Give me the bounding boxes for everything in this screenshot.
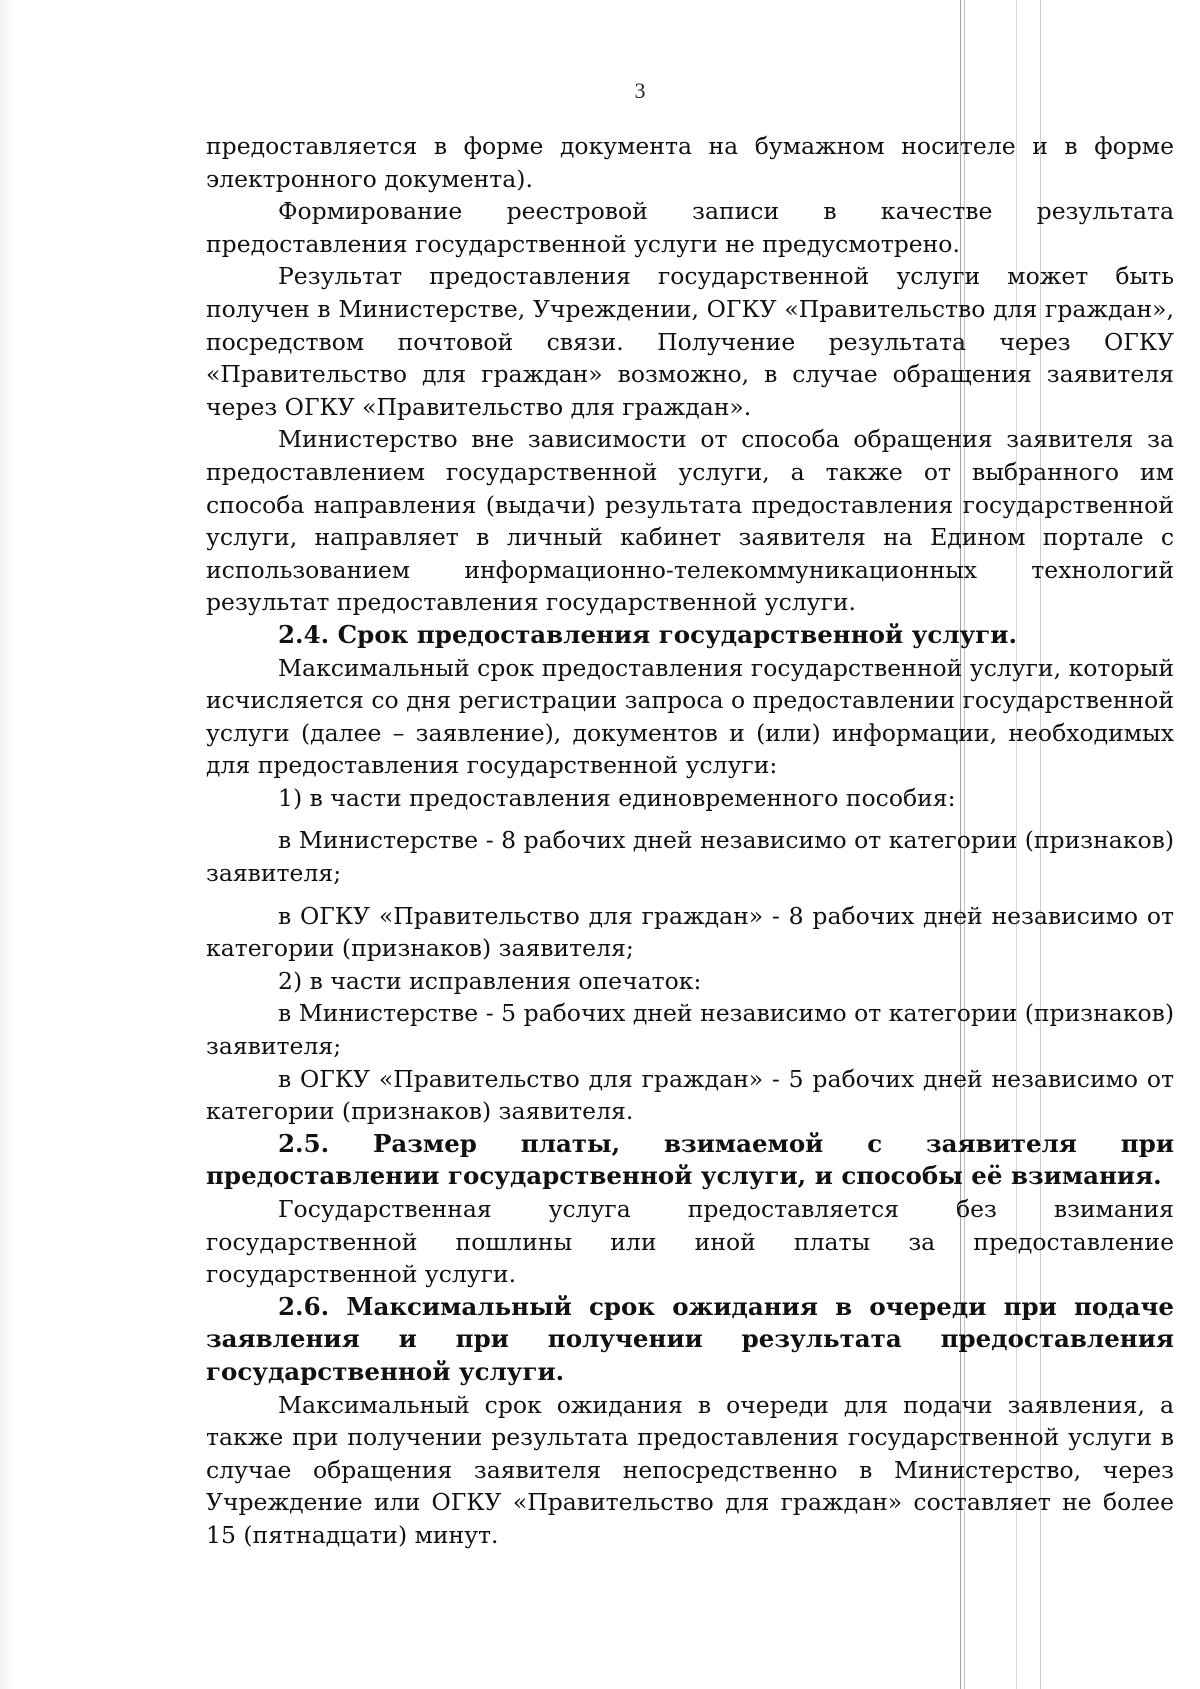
section-heading-2-6: 2.6. Максимальный срок ожидания в очереди при подаче заявления и при получении результата предоставления государственной услуги.: [206, 1291, 1174, 1386]
scan-edge-shadow: [0, 0, 14, 1689]
list-item-1: 1) в части предоставления единовременного пособия:: [278, 783, 956, 812]
paragraph-max-term: Максимальный срок предоставления государственной услуги, который исчисляется со дня регистрации запроса о предоставлении государственной услуги (далее – заявление), документов и (или) информации, необходимых для предоставления государственной услуги:: [206, 653, 1174, 780]
list-item-ministry-5: в Министерстве - 5 рабочих дней независимо от категории (признаков) заявителя;: [206, 999, 1174, 1061]
paragraph-personal-cabinet: Министерство вне зависимости от способа обращения заявителя за предоставлением государственной услуги, а также от выбранного им способа направления (выдачи) результата предоставления государственной услуги, направляет в личный кабинет заявителя на Едином портале с использованием информационно-телекоммуникационных технологий результат предоставления государственной услуги.: [206, 425, 1174, 617]
list-item-ogku-8: в ОГКУ «Правительство для граждан» - 8 рабочих дней независимо от категории (признаков) заявителя;: [206, 901, 1174, 963]
section-heading-2-4: 2.4. Срок предоставления государственной услуги.: [278, 619, 1017, 649]
document-body: [206, 130, 1174, 1552]
paragraph-queue-time: Максимальный срок ожидания в очереди для подачи заявления, а также при получении результата предоставления государственной услуги в случае обращения заявителя непосредственно в Министерство, через Учреждение или ОГКУ «Правительство для граждан» составляет не более 15 (пятнадцати) минут.: [206, 1390, 1174, 1549]
list-item-ministry-8: в Министерстве - 8 рабочих дней независимо от категории (признаков) заявителя;: [206, 826, 1174, 888]
paragraph-continuation: предоставляется в форме документа на бумажном носителе и в форме электронного документа).: [206, 132, 1174, 193]
paragraph-result-receipt: Результат предоставления государственной услуги может быть получен в Министерстве, Учреждении, ОГКУ «Правительство для граждан», посредством почтовой связи. Получение результата через ОГКУ «Правительство для граждан» возможно, в случае обращения заявителя через ОГКУ «Правительство для граждан».: [206, 262, 1174, 421]
section-heading-2-5: 2.5. Размер платы, взимаемой с заявителя при предоставлении государственной услуги, и способы её взимания.: [206, 1128, 1174, 1191]
page-number: 3: [634, 78, 646, 103]
list-item-2: 2) в части исправления опечаток:: [278, 966, 702, 995]
paragraph-registry-record: Формирование реестровой записи в качестве результата предоставления государственной услуги не предусмотрено.: [206, 197, 1174, 258]
list-item-ogku-5: в ОГКУ «Правительство для граждан» - 5 рабочих дней независимо от категории (признаков) заявителя.: [206, 1064, 1174, 1126]
paragraph-no-fee: Государственная услуга предоставляется без взимания государственной пошлины или иной платы за предоставление государственной услуги.: [206, 1195, 1174, 1289]
